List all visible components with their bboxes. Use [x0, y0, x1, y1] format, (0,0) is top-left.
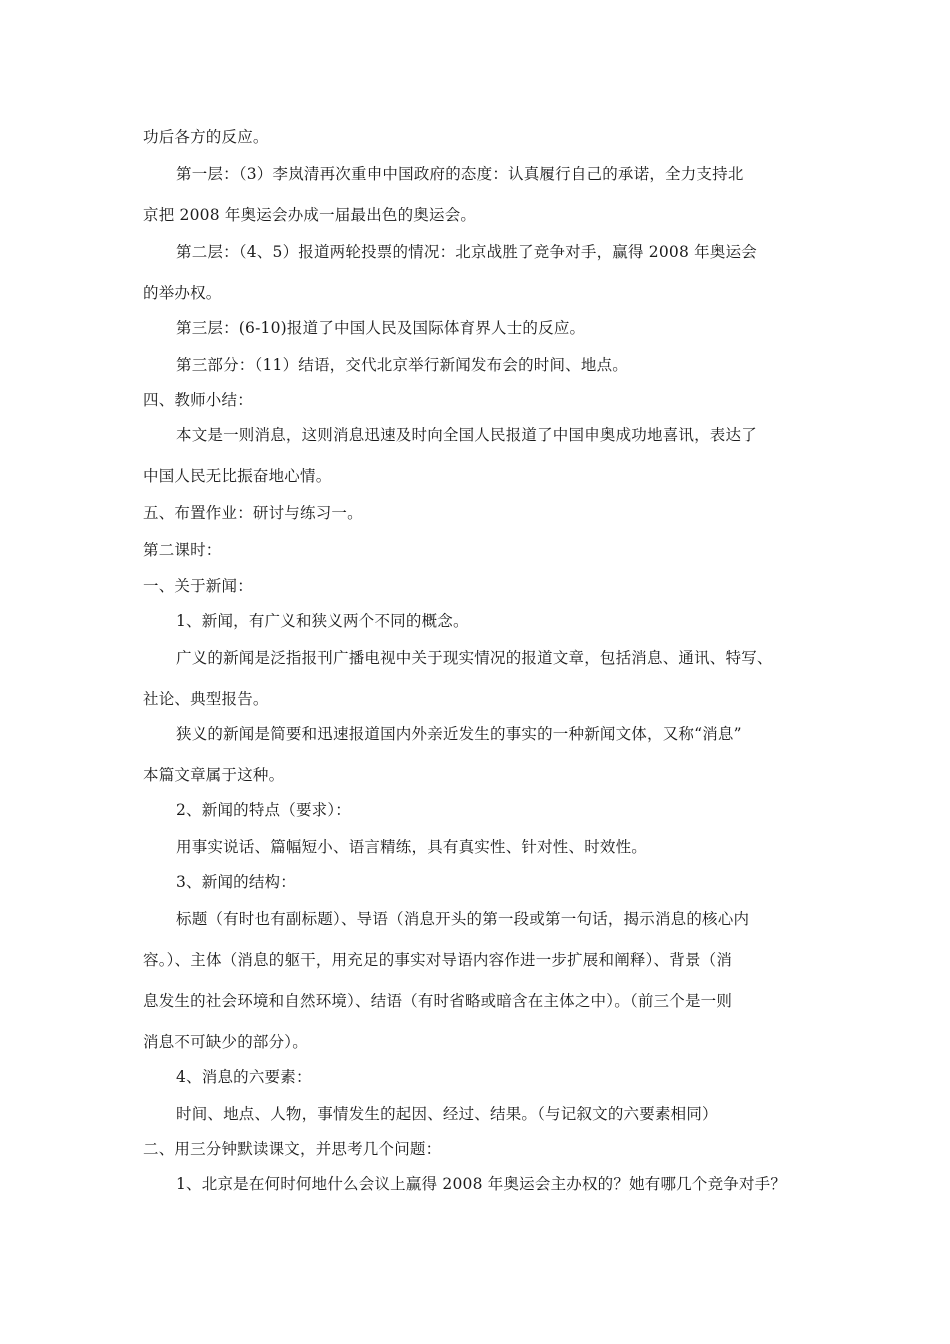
text-line: 用事实说话、篇幅短小、语言精练，具有真实性、针对性、时效性。 — [176, 838, 648, 856]
text-line: 狭义的新闻是简要和迅速报道国内外亲近发生的事实的一种新闻文体，又称“消息” — [176, 725, 742, 743]
section-heading: 五、布置作业：研讨与练习一。 — [143, 504, 363, 522]
text-line: 息发生的社会环境和自然环境）、结语（有时省略或暗含在主体之中）。（前三个是一则 — [143, 992, 733, 1010]
text-line: 标题（有时也有副标题）、导语（消息开头的第一段或第一句话，揭示消息的核心内 — [176, 910, 750, 928]
text-line: 第二层：（4、5）报道两轮投票的情况：北京战胜了竞争对手，赢得 2008 年奥运会 — [176, 243, 757, 261]
text-line: 本篇文章属于这种。 — [143, 766, 285, 784]
section-heading: 二、用三分钟默读课文，并思考几个问题： — [143, 1140, 442, 1158]
text-line: 3、新闻的结构： — [176, 873, 296, 891]
text-line: 第三部分：（11）结语，交代北京举行新闻发布会的时间、地点。 — [176, 356, 628, 374]
text-line: 消息不可缺少的部分）。 — [143, 1033, 308, 1051]
text-line: 1、北京是在何时何地什么会议上赢得 2008 年奥运会主办权的？她有哪几个竞争对手？ — [176, 1175, 787, 1193]
text-line: 第三层：(6-10)报道了中国人民及国际体育界人士的反应。 — [176, 319, 586, 337]
text-line: 功后各方的反应。 — [143, 128, 269, 146]
text-line: 第一层：（3）李岚清再次重申中国政府的态度：认真履行自己的承诺，全力支持北 — [176, 165, 744, 183]
section-heading: 一、关于新闻： — [143, 577, 253, 595]
text-line: 京把 2008 年奥运会办成一届最出色的奥运会。 — [143, 206, 477, 224]
text-line: 4、消息的六要素： — [176, 1068, 312, 1086]
text-line: 本文是一则消息，这则消息迅速及时向全国人民报道了中国申奥成功地喜讯，表达了 — [176, 426, 757, 444]
text-line: 2、新闻的特点（要求）： — [176, 801, 352, 819]
text-line: 社论、典型报告。 — [143, 690, 269, 708]
text-line: 的举办权。 — [143, 284, 222, 302]
section-heading: 四、教师小结： — [143, 391, 253, 409]
text-line: 容。）、主体（消息的躯干，用充足的事实对导语内容作进一步扩展和阐释）、背景（消 — [143, 951, 733, 969]
text-line: 广义的新闻是泛指报刊广播电视中关于现实情况的报道文章，包括消息、通讯、特写、 — [176, 649, 773, 667]
text-line: 中国人民无比振奋地心情。 — [143, 467, 332, 485]
text-line: 时间、地点、人物，事情发生的起因、经过、结果。（与记叙文的六要素相同） — [176, 1105, 718, 1123]
text-line: 1、新闻，有广义和狭义两个不同的概念。 — [176, 612, 469, 630]
section-heading: 第二课时： — [143, 541, 222, 559]
